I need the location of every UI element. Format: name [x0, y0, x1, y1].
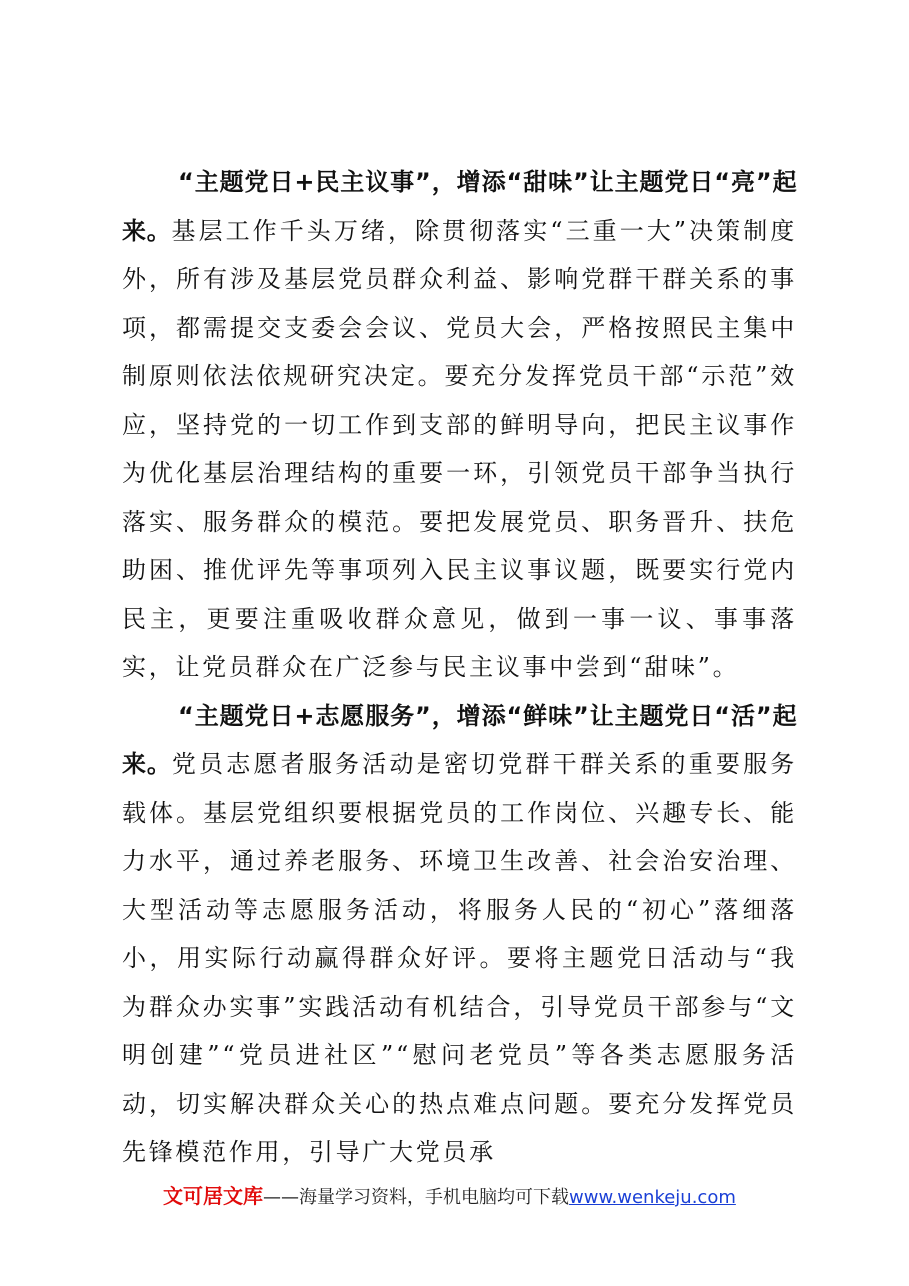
- paragraph-body: 基层工作千头万绪，除贯彻落实“三重一大”决策制度外，所有涉及基层党员群众利益、影响党群干群关系的事项，都需提交支委会会议、党员大会，严格按照民主集中制原则依法依规研究决定。要充分发挥党员干部“示范”效应，坚持党的一切工作到支部的鲜明导向，把民主议事作为优化基层治理结构的重要一环，引领党员干部争当执行落实、服务群众的模范。要把发展党员、职务晋升、扶危助困、推优评先等事项列入民主议事议题，既要实行党内民主，更要注重吸收群众意见，做到一事一议、事事落实，让党员群众在广泛参与民主议事中尝到“甜味”。: [122, 216, 797, 681]
- paragraph-heading: “主题党日+志愿服务”，增添“鲜味”让主题党日“活”起来。: [122, 701, 797, 778]
- page-footer: [163, 1183, 803, 1211]
- paragraph-democratic-deliberation: [122, 158, 797, 692]
- footer-slogan: ——海量学习资料，手机电脑均可下载: [263, 1187, 569, 1208]
- paragraph-heading: “主题党日+民主议事”，增添“甜味”让主题党日“亮”起来。: [122, 168, 797, 245]
- footer-brand: 文可居文库: [163, 1184, 263, 1208]
- footer-website-link[interactable]: www.wenkeju.com: [569, 1187, 736, 1208]
- paragraph-volunteer-service: [122, 692, 797, 1177]
- document-body: [122, 158, 797, 1177]
- paragraph-body: 党员志愿者服务活动是密切党群干群关系的重要服务载体。基层党组织要根据党员的工作岗位、兴趣专长、能力水平，通过养老服务、环境卫生改善、社会治安治理、大型活动等志愿服务活动，将服务人民的“初心”落细落小，用实际行动赢得群众好评。要将主题党日活动与“我为群众办实事”实践活动有机结合，引导党员干部参与“文明创建”“党员进社区”“慰问老党员”等各类志愿服务活动，切实解决群众关心的热点难点问题。要充分发挥党员先锋模范作用，引导广大党员承: [122, 750, 797, 1166]
